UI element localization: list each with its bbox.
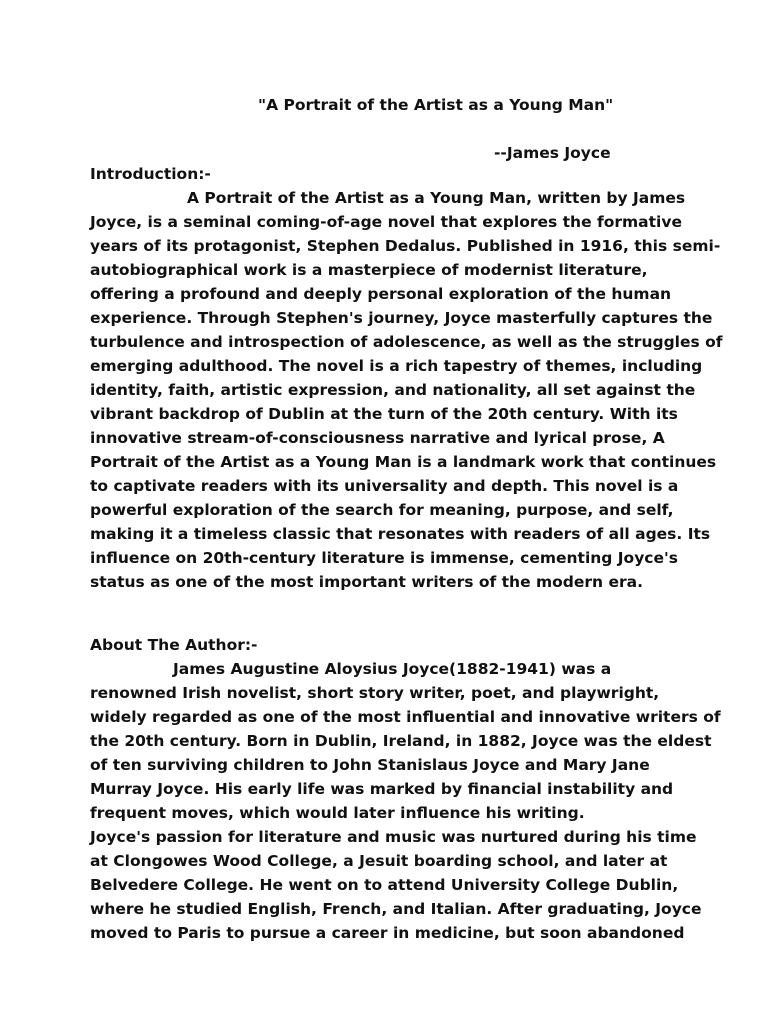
paragraph-line: frequent moves, which would later influence his writing.	[90, 804, 585, 822]
paragraph-line: status as one of the most important writers of the modern era.	[90, 573, 643, 591]
paragraph-line: to captivate readers with its universality and depth. This novel is a	[90, 477, 679, 495]
paragraph-line: turbulence and introspection of adolescence, as well as the struggles of	[90, 333, 723, 351]
paragraph-line: Murray Joyce. His early life was marked by financial instability and	[90, 780, 674, 798]
paragraph-line: offering a profound and deeply personal exploration of the human	[90, 285, 672, 303]
paragraph-line: Portrait of the Artist as a Young Man is a landmark work that continues	[90, 453, 717, 471]
paragraph-line: years of its protagonist, Stephen Dedalus. Published in 1916, this semi-	[90, 237, 721, 255]
author-byline: --James Joyce	[494, 144, 611, 162]
paragraph-line: James Augustine Aloysius Joyce(1882-1941) was a	[173, 660, 612, 678]
paragraph-line: powerful exploration of the search for meaning, purpose, and self,	[90, 501, 674, 519]
document-title: "A Portrait of the Artist as a Young Man"	[258, 96, 614, 114]
paragraph-line: making it a timeless classic that resonates with readers of all ages. Its	[90, 525, 711, 543]
paragraph-line: autobiographical work is a masterpiece of modernist literature,	[90, 261, 648, 279]
about-author-section	[90, 633, 721, 945]
paragraph-line: Joyce, is a seminal coming-of-age novel that explores the formative	[90, 213, 682, 231]
introduction-heading: Introduction:-	[90, 165, 211, 183]
paragraph-line: the 20th century. Born in Dublin, Ireland, in 1882, Joyce was the eldest	[90, 732, 712, 750]
paragraph-line: Belvedere College. He went on to attend University College Dublin,	[90, 876, 679, 894]
paragraph-line: of ten surviving children to John Stanislaus Joyce and Mary Jane	[90, 756, 650, 774]
paragraph-line: renowned Irish novelist, short story writer, poet, and playwright,	[90, 684, 660, 702]
paragraph-line: A Portrait of the Artist as a Young Man, written by James	[187, 189, 686, 207]
about-author-heading: About The Author:-	[90, 636, 258, 654]
paragraph-line: experience. Through Stephen's journey, Joyce masterfully captures the	[90, 309, 713, 327]
paragraph-line: innovative stream-of-consciousness narrative and lyrical prose, A	[90, 429, 665, 447]
paragraph-line: moved to Paris to pursue a career in medicine, but soon abandoned	[90, 924, 685, 942]
paragraph-line: where he studied English, French, and Italian. After graduating, Joyce	[90, 900, 702, 918]
paragraph-line: influence on 20th-century literature is immense, cementing Joyce's	[90, 549, 678, 567]
paragraph-line: Joyce's passion for literature and music was nurtured during his time	[90, 828, 697, 846]
paragraph-line: identity, faith, artistic expression, and nationality, all set against the	[90, 381, 696, 399]
paragraph-line: vibrant backdrop of Dublin at the turn of the 20th century. With its	[90, 405, 678, 423]
paragraph-line: emerging adulthood. The novel is a rich tapestry of themes, including	[90, 357, 703, 375]
introduction-section	[90, 162, 723, 594]
paragraph-line: widely regarded as one of the most influential and innovative writers of	[90, 708, 721, 726]
paragraph-line: at Clongowes Wood College, a Jesuit boarding school, and later at	[90, 852, 668, 870]
